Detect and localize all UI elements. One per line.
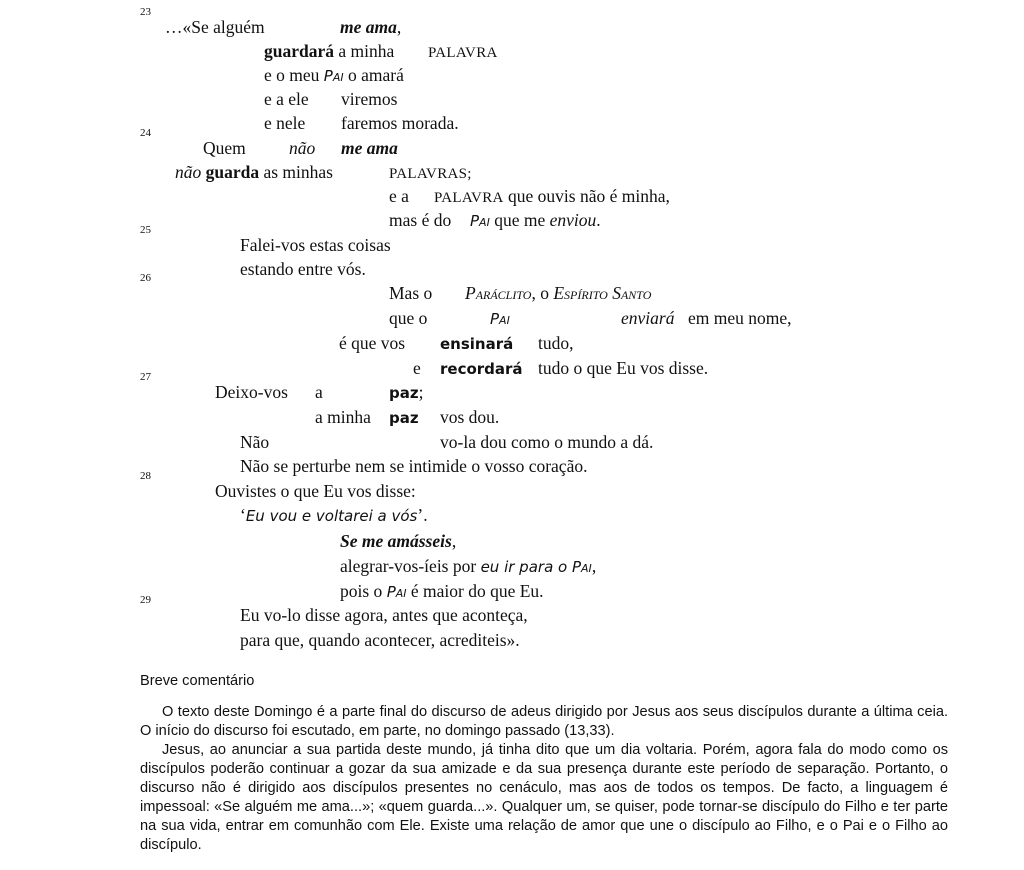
verse-text: Se me amásseis xyxy=(340,531,452,551)
verse-text: faremos morada. xyxy=(341,113,459,133)
verse-line xyxy=(0,39,1024,63)
verse-phrase xyxy=(264,39,394,63)
verse-phrase xyxy=(413,356,421,380)
verse-text: paz xyxy=(389,384,419,402)
verse-number: 23 xyxy=(140,6,151,18)
verse-text: a xyxy=(315,382,323,402)
verse-phrase xyxy=(264,63,404,88)
commentary-paragraph: O texto deste Domingo é a parte final do discurso de adeus dirigido por Jesus aos seus discípulos durante a última ceia. O início do discurso foi escutado, em parte, no domingo passado (13,33). xyxy=(140,704,948,739)
verse-number: 28 xyxy=(140,470,151,482)
verse-phrase xyxy=(621,306,674,330)
verse-text: Paráclito xyxy=(465,283,532,303)
verse-line xyxy=(0,184,1024,208)
commentary-heading: Breve comentário xyxy=(140,673,255,689)
verse-text: Pai xyxy=(323,67,344,85)
verse-text: ‘ xyxy=(240,505,246,525)
verse-phrase xyxy=(389,184,409,208)
verse-phrase xyxy=(389,160,472,186)
verse-phrase xyxy=(389,208,451,232)
verse-text: Pai xyxy=(571,558,592,576)
verse-phrase xyxy=(240,628,520,652)
verse-number: 24 xyxy=(140,127,151,139)
verse-text: guarda xyxy=(205,162,260,182)
verse-text: que o xyxy=(389,308,428,328)
verse-text: Não xyxy=(240,432,270,452)
verse-text: Eu vou e voltarei a vós xyxy=(245,507,418,525)
verse-number: 26 xyxy=(140,272,151,284)
verse-phrase xyxy=(240,430,269,454)
verse-text: e o meu xyxy=(264,65,324,85)
verse-text: viremos xyxy=(341,89,398,109)
verse-text: Falei-vos estas coisas xyxy=(240,235,391,255)
verse-text: e nele xyxy=(264,113,306,133)
verse-text: enviou xyxy=(549,210,597,230)
verse-phrase xyxy=(428,39,498,65)
verse-text: recordará xyxy=(440,360,523,378)
verse-phrase xyxy=(240,257,366,281)
verse-text: e a xyxy=(389,186,409,206)
verse-phrase xyxy=(440,356,523,381)
verse-line xyxy=(0,529,1024,553)
verse-text: mas é do xyxy=(389,210,452,230)
verse-line xyxy=(0,272,1024,305)
verse-phrase xyxy=(289,136,315,160)
verse-text: é maior do que Eu. xyxy=(406,581,544,601)
verse-line xyxy=(0,111,1024,135)
verse-phrase xyxy=(215,479,416,503)
verse-text: as minhas xyxy=(259,162,333,182)
verse-text: o amará xyxy=(343,65,404,85)
verse-phrase xyxy=(315,405,371,429)
verse-phrase xyxy=(341,87,397,111)
verse-line xyxy=(0,470,1024,503)
verse-text: Eu vo-lo disse agora, antes que aconteça, xyxy=(240,605,528,625)
verse-line xyxy=(0,6,1024,39)
verse-text: me ama xyxy=(341,138,398,158)
verse-phrase xyxy=(389,380,423,405)
verse-line xyxy=(0,257,1024,281)
verse-text: PALAVRA xyxy=(434,190,504,206)
verse-text: PALAVRAS; xyxy=(389,166,472,182)
verse-number: 27 xyxy=(140,371,151,383)
verse-phrase xyxy=(465,281,651,305)
verse-text: é que vos xyxy=(339,333,406,353)
verse-text: a minha xyxy=(315,407,371,427)
verse-line xyxy=(0,503,1024,527)
verse-text: tudo o que Eu vos disse. xyxy=(538,358,709,378)
verse-text: Pai xyxy=(386,583,407,601)
verse-line xyxy=(0,331,1024,355)
verse-line xyxy=(0,454,1024,478)
verse-text: que me xyxy=(489,210,550,230)
verse-line xyxy=(0,127,1024,160)
verse-text: alegrar-vos-íeis por xyxy=(340,556,481,576)
verse-phrase xyxy=(240,503,428,528)
verse-text: , o xyxy=(531,283,554,303)
verse-line xyxy=(0,594,1024,627)
verse-phrase xyxy=(389,306,427,330)
verse-text: , xyxy=(451,531,457,551)
verse-phrase xyxy=(389,281,432,305)
verse-phrase xyxy=(389,405,419,430)
verse-line xyxy=(0,63,1024,87)
verse-phrase xyxy=(440,430,653,454)
verse-text: pois o xyxy=(340,581,387,601)
verse-phrase xyxy=(240,233,391,257)
verse-text: estando entre vós. xyxy=(240,259,366,279)
verse-phrase xyxy=(341,136,398,160)
verse-text: Espírito Santo xyxy=(553,283,652,303)
verse-phrase xyxy=(339,331,405,355)
verse-line xyxy=(0,371,1024,404)
verse-phrase xyxy=(264,111,305,135)
verse-phrase xyxy=(688,306,792,330)
verse-text: me ama xyxy=(340,17,397,37)
verse-text: para que, quando acontecer, acrediteis». xyxy=(240,630,520,650)
verse-phrase xyxy=(315,380,323,404)
verse-text: não xyxy=(289,138,316,158)
verse-text: ; xyxy=(418,382,424,402)
verse-line xyxy=(0,306,1024,330)
verse-text: guardará xyxy=(264,41,334,61)
verse-phrase xyxy=(175,160,333,184)
verse-text: paz xyxy=(389,409,419,427)
verse-phrase xyxy=(341,111,459,135)
verse-text: . xyxy=(596,210,601,230)
verse-text: enviará xyxy=(621,308,675,328)
verse-line xyxy=(0,405,1024,429)
verse-phrase xyxy=(538,331,574,355)
verse-text: PALAVRA xyxy=(428,45,498,61)
verse-text: eu ir para o xyxy=(480,558,572,576)
verse-text: vos dou. xyxy=(440,407,500,427)
verse-text: …«Se alguém xyxy=(165,17,265,37)
verse-text: vo-la dou como o mundo a dá. xyxy=(440,432,654,452)
verse-phrase xyxy=(203,136,246,160)
verse-text: Não se perturbe nem se intimide o vosso coração. xyxy=(240,456,588,476)
verse-phrase xyxy=(340,554,596,579)
verse-phrase xyxy=(490,306,510,331)
verse-phrase xyxy=(165,15,265,39)
verse-line xyxy=(0,224,1024,257)
verse-text: Pai xyxy=(490,310,510,328)
verse-text: e a ele xyxy=(264,89,309,109)
verse-text: , xyxy=(396,17,402,37)
commentary-paragraph: Jesus, ao anunciar a sua partida deste mundo, já tinha dito que um dia voltaria. Porém, agora fala do modo como os discípulos poderão continuar a gozar da sua amizade e da sua presença durante este período de separação. Portanto, o discurso não é dirigido aos discípulos presentes no cenáculo, mas aos de todos os tempos. De facto, a linguagem é impessoal: «Se alguém me ama...»; «quem guarda...». Qualquer um, se quiser, pode tornar-se discípulo do Filho e ter parte na sua vida, entrar em comunhão com Ele. Existe uma relação de amor que une o discípulo ao Filho, e o Pai e o Filho ao discípulo. xyxy=(140,742,948,853)
verse-phrase xyxy=(340,529,456,553)
verse-phrase xyxy=(340,15,401,39)
verse-line xyxy=(0,579,1024,603)
verse-text: ’. xyxy=(417,505,428,525)
verse-phrase xyxy=(440,331,513,356)
verse-text: Ouvistes o que Eu vos disse: xyxy=(215,481,416,501)
verse-phrase xyxy=(440,405,499,429)
verse-phrase xyxy=(470,208,601,233)
commentary-section xyxy=(140,672,948,855)
verse-line xyxy=(0,160,1024,184)
verse-line xyxy=(0,628,1024,652)
verse-text: em meu nome, xyxy=(688,308,792,328)
verse-text: ensinará xyxy=(440,335,514,353)
verse-phrase xyxy=(240,454,587,478)
verse-line xyxy=(0,430,1024,454)
verse-text: , xyxy=(591,556,597,576)
verse-line xyxy=(0,87,1024,111)
verse-text: Pai xyxy=(470,212,490,230)
verse-number: 25 xyxy=(140,224,151,236)
verse-text: Mas o xyxy=(389,283,433,303)
verse-phrase xyxy=(264,87,309,111)
verse-phrase xyxy=(538,356,708,380)
verse-text: e xyxy=(413,358,421,378)
verse-text: Quem xyxy=(203,138,246,158)
verse-text: tudo, xyxy=(538,333,574,353)
verse-text: não xyxy=(175,162,202,182)
verse-phrase xyxy=(215,380,288,404)
verse-phrase xyxy=(434,184,670,210)
verse-line xyxy=(0,208,1024,232)
verse-text: Deixo-vos xyxy=(215,382,288,402)
verse-text: que ouvis não é minha, xyxy=(503,186,670,206)
verse-phrase xyxy=(340,579,544,604)
verse-number: 29 xyxy=(140,594,151,606)
verse-phrase xyxy=(240,603,528,627)
verse-text: a minha xyxy=(334,41,395,61)
verse-line xyxy=(0,554,1024,578)
verse-line xyxy=(0,356,1024,380)
